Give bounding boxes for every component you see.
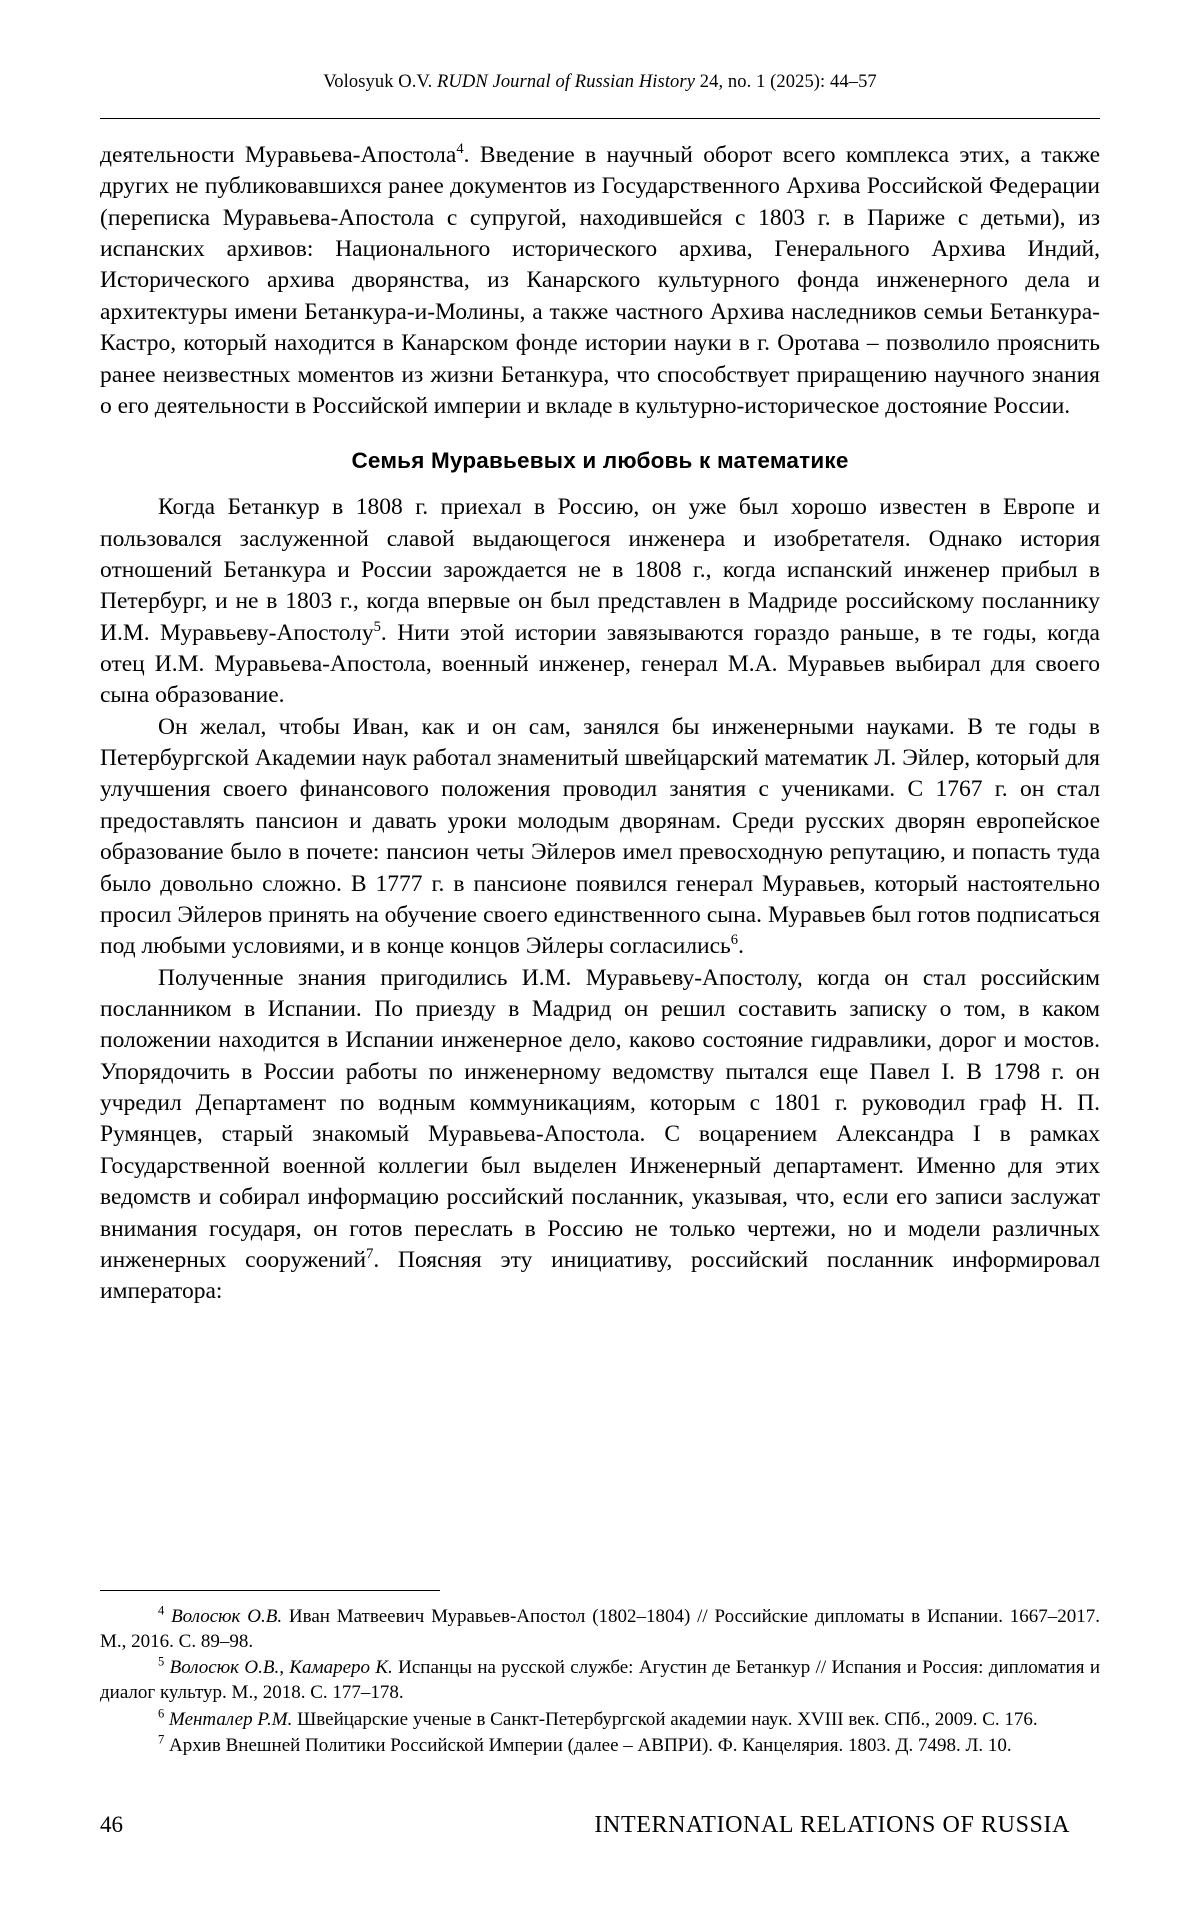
paragraph-continued-text-b: . Введение в научный оборот всего комплекса этих, а также других не публиковавшихся ранее документов из Государственного Архива Российской Федерации (переписка Муравьева-Апостола с супругой, находившейся с 1803 г. в Париже с детьми), из испанских архивов: Национального исторического архива, Генерального Архива Индий, Исторического архива дворянства, из Канарского культурного фонда инженерного дела и архитектуры имени Бетанкура-и-Молины, а также частного Архива наследников семьи Бетанкура-Кастро, который находится в Канарском фонде истории науки в г. Оротава – позволило прояснить ранее неизвестных моментов из жизни Бетанкура, что способствует приращению научного знания о его деятельности в Российской империи и вкладе в культурно-историческое достояние России. xyxy=(100,142,1100,419)
footnote-item xyxy=(100,1605,1100,1654)
paragraph-euler-pension xyxy=(100,712,1100,963)
footnote-ref-6[interactable]: 6 xyxy=(730,932,739,949)
main-content xyxy=(100,140,1100,1308)
footnote-item xyxy=(100,1708,1100,1733)
page-number: 46 xyxy=(100,1812,123,1837)
paragraph-betancourt-arrival xyxy=(100,492,1100,712)
paragraph-2-text-b: . Нити этой истории завязываются гораздо раньше, в те годы, когда отец И.М. Муравьева-Апостола, военный инженер, генерал М.А. Муравьев выбирал для своего сына образование. xyxy=(100,619,1100,709)
footnote-ref-4[interactable]: 4 xyxy=(456,141,464,158)
running-head-journal: RUDN Journal of Russian History xyxy=(437,72,696,92)
footnote-text-4: Иван Матвеевич Муравьев-Апостол (1802–1804) // Российские дипломаты в Испании. 1667–2017. М., 2016. С. 89–98. xyxy=(100,1606,1101,1652)
running-head xyxy=(100,72,1100,93)
footnote-marker-4: 4 xyxy=(158,1603,165,1618)
footnote-item xyxy=(100,1734,1100,1759)
footnote-divider xyxy=(100,1590,440,1591)
running-head-citation: 24, no. 1 (2025): 44–57 xyxy=(699,72,877,92)
footnote-item xyxy=(100,1656,1100,1705)
footnote-text-6: Швейцарские ученые в Санкт-Петербургской академии наук. XVIII век. СПб., 2009. С. 176. xyxy=(292,1708,1038,1730)
footnote-marker-7: 7 xyxy=(158,1733,165,1748)
footnote-marker-5: 5 xyxy=(158,1655,165,1670)
paragraph-continued xyxy=(100,140,1100,422)
footnote-text-7: Архив Внешней Политики Российской Империи (далее – АВПРИ). Ф. Канцелярия. 1803. Д. 7498. Л. 10. xyxy=(169,1735,1012,1757)
header-divider xyxy=(100,118,1100,119)
paragraph-4-text-a: Полученные знания пригодились И.М. Муравьеву-Апостолу, когда он стал российским посланником в Испании. По приезду в Мадрид он решил составить записку о том, в каком положении находится в Испании инженерное дело, каково состояние гидравлики, дорог и мостов. Упорядочить в России работы по инженерному ведомству пытался еще Павел I. В 1798 г. он учредил Департамент по водным коммуникациям, которым с 1801 г. руководил граф Н. П. Румянцев, старый знакомый Муравьева-Апостола. С воцарением Александра I в рамках Государственной военной коллегии был выделен Инженерный департамент. Именно для этих ведомств и собирал информацию российский посланник, указывая, что, если его записи заслужат внимания государя, он готов переслать в Россию не только чертежи, но и модели различных инженерных сооружений xyxy=(100,964,1100,1273)
footnote-text-5: Испанцы на русской службе: Агустин де Бетанкур // Испания и Россия: дипломатия и диалог культур. М., 2018. С. 177–178. xyxy=(100,1657,1100,1704)
paragraph-continued-text-a: деятельности Муравьева-Апостола xyxy=(100,142,457,168)
footnotes-block xyxy=(100,1590,1100,1761)
paragraph-4-text-b: . Поясняя эту инициативу, российский посланник информировал императора: xyxy=(100,1246,1100,1305)
paragraph-3-text-a: Он желал, чтобы Иван, как и он сам, занялся бы инженерными науками. В те годы в Петербургской Академии наук работал знаменитый швейцарский математик Л. Эйлер, который для улучшения своего финансового положения проводил занятия с учениками. С 1767 г. он стал предоставлять пансион и давать уроки молодым дворянам. Среди русских дворян европейское образование было в почете: пансион четы Эйлеров имел превосходную репутацию, и попасть туда было довольно сложно. В 1777 г. в пансионе появился генерал Муравьев, который настоятельно просил Эйлеров принять на обучение своего единственного сына. Муравьев был готов подписаться под любыми условиями, и в конце концов Эйлеры согласились xyxy=(100,713,1100,960)
footnote-ref-5[interactable]: 5 xyxy=(373,618,381,635)
running-head-author: Volosyuk O.V. xyxy=(323,72,433,92)
footnote-marker-6: 6 xyxy=(158,1706,165,1721)
section-heading: Семья Муравьевых и любовь к математике xyxy=(351,448,849,474)
paragraph-2-text-a: Когда Бетанкур в 1808 г. приехал в Россию, он уже был хорошо известен в Европе и пользовался заслуженной славой выдающегося инженера и изобретателя. Однако история отношений Бетанкура и России зарождается не в 1808 г., когда испанский инженер прибыл в Петербург, и не в 1803 г., когда впервые он был представлен в Мадриде российскому посланнику И.М. Муравьеву-Апостолу xyxy=(100,494,1100,646)
footnote-author-4: Волосюк О.В. xyxy=(171,1606,283,1627)
footnote-author-6: Менталер Р.М. xyxy=(169,1708,293,1730)
footnote-author-5: Волосюк О.В., Камареро К. xyxy=(169,1657,393,1679)
page-footer xyxy=(100,1812,1100,1839)
footer-section-label: INTERNATIONAL RELATIONS OF RUSSIA xyxy=(594,1812,1070,1838)
paragraph-envoy-report xyxy=(100,963,1100,1308)
paragraph-3-text-b: . xyxy=(738,933,744,960)
footnote-ref-7[interactable]: 7 xyxy=(366,1246,374,1263)
